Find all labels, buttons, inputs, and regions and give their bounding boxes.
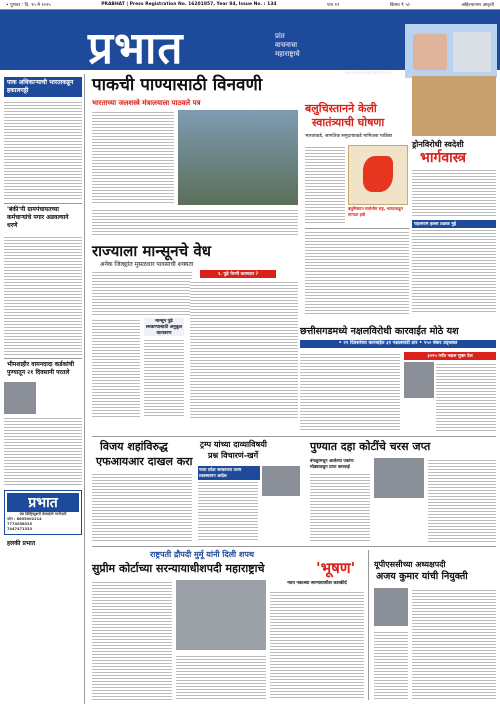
upsc-headline-2: अजय कुमार यांची नियुक्ती [376,571,468,582]
vijay-story-text [92,472,192,542]
masthead [0,10,500,75]
pune-box-label: बंगळूरमधून आलेल्या एकांना मोठ्याकडून प्राप्त कारवाई [310,459,354,470]
lead-headline: पाकची पाण्यासाठी विनवणी [92,75,263,95]
ajay-kumar-photo [374,588,408,626]
distribution-ad-text: प्रेस डिस्ट्रिब्युशनी फ्रेंचाईजी भागीदारी [19,512,67,516]
naxal-story-text [300,352,400,432]
gavai-box-head: न्याय नकाश्र्या सरन्यायाधीश कारकीर्द [287,581,347,586]
website-url: www.dainikprabhat.com [345,70,394,75]
sidebar-story-3-text [4,416,82,486]
baluch-headline-2: स्वातंत्र्याची घोषणा [312,116,385,129]
registration-info: PRABHAT | Press Registration No. 16201857, Year 84, Issue No. : 134 [101,2,277,7]
gavai-story-text [92,580,172,700]
gavai-top-line: राष्ट्रपती द्रौपदी मुर्मू यांनी दिली शपथ [150,550,255,559]
issue-date: • पुणतर : दि. १५ मे २०२५ [6,2,51,8]
rule-baluch [305,228,409,229]
price: किंमत ₹ ५/- [389,2,411,8]
rule-row-4 [92,546,496,547]
pune-story-text-2 [428,458,496,542]
tagline-line-2: वाचनाचा [275,41,298,49]
vijay-headline-2: एफआयआर दाखल करा [96,455,193,468]
distribution-ad [4,490,82,535]
distribution-phone-1: फोन : 8605002214 [7,517,42,521]
edition-name: अहिल्यानगर आवृत्ती [461,2,494,8]
naxal-box-head: ३०२५ पर्यंत नक्षल मुक्त देश [404,352,496,360]
gavai-headline-1: सुप्रीम कोर्टाच्या सरन्यायाधीशपदी महाराष्ट्राचे [92,562,265,575]
left-sidebar [4,74,82,704]
sidebar-headline-2: 'बंकी'पी ग्रामपंचायतच्या कर्मचाऱ्यांचे पगार अडवल्याने धरणे [4,203,82,232]
baluch-box-label: बलुचिस्तान सार्वभौम राष्ट्र, भारताकडून मान्यता हवी [348,206,403,217]
monsoon-column-3 [190,280,298,420]
rule-upsc [368,550,369,700]
pune-photo [374,458,424,498]
baluch-headline-1: बलुचिस्तानने केली [305,102,377,115]
vijay-headline-1: विजय शहांविरुद्ध [100,440,168,453]
oath-ceremony-photo [176,580,266,650]
drone-headline-1: ड्रोनविरोधी स्वदेशी [412,140,464,149]
pune-headline: पुण्यात दहा कोटींचे चरस जप्त [310,440,431,453]
sidebar-story-1-text [4,100,82,200]
lead-story-text-2 [92,208,298,236]
tagline-line-1: प्रांत [275,32,285,40]
upsc-story-text-2 [374,630,408,700]
amit-shah-photo [404,362,434,398]
masthead-tagline [275,32,300,59]
page-number: पान १२ [327,2,340,8]
sidebar-portrait [4,382,36,414]
distribution-phone-2: 7774058025 [7,522,33,526]
monsoon-story-text [92,270,192,315]
baluch-subhead: भारताकडे, जागतिक समुदायाकडे मागितला पाठिंबा [305,134,393,139]
tagline-line-3: महाराष्ट्राचे [275,50,300,58]
distribution-ad-logo: प्रभात [7,493,79,512]
kharge-photo [262,466,300,496]
naxal-area-text [305,230,409,316]
gavai-box-text [270,590,364,700]
naxal-headline: छत्तीसगडमध्ये नक्षलविरोधी कारवाईत मोठे यश [300,326,459,337]
sidebar-headline-3: भीमशाहीर वामनदादा कर्डकांची पुण्यातून २१ दिवसानी परतले [4,358,82,379]
lead-story-text [92,110,174,205]
sidebar-headline-1: पाक अधिकाऱ्याची भारताकडून हकालपट्टी [4,77,82,97]
monsoon-side-box-text [144,338,184,418]
newspaper-logo: प्रभात [88,23,184,74]
pune-story-text [310,472,370,542]
drone-photo [412,76,496,136]
monsoon-column-1 [92,318,140,418]
upsc-story-text [412,588,496,700]
masthead-ad-image [405,24,497,78]
naxal-subhead-bar: • २१ दिवसांच्या कारवाईत ३१ नक्षलवादी ठार • १५० बंकर उद्ध्वस्त [300,340,496,348]
dam-photo [178,110,298,205]
monsoon-headline: राज्याला मान्सूनचे वेध [92,242,211,260]
trump-headline-2: प्रश्न विचारणं-खर्गे [208,451,259,460]
drone-side-box-head: पहलगाम हल्ला ठळक मुद्दे [412,220,496,228]
trump-headline-1: ट्रम्प यांच्या दाव्याविषयी [200,440,267,449]
drone-story-text [412,168,496,218]
monsoon-subhead: अनेक जिल्ह्यांत मुसळधार पावसाची शक्यता [100,261,194,268]
question-box-head: १. पुढे पेरणी करायला ? [200,270,276,278]
sidebar-bottom-head: हलकी प्रभात [4,538,82,550]
trump-box-label: नव्या प्रदेश सरकारला उत्तम व्यवस्थापन आदेश [198,466,260,480]
upsc-headline-1: यूपीएससीच्या अध्यक्षपदी [374,560,446,569]
monsoon-side-box: मान्सून पुढे सरकण्यासाठी अनुकूल वातावरण [145,319,183,336]
drone-headline-2: भार्गवास्त्र [420,150,466,166]
trump-story-text [198,480,258,542]
lead-subhead: भारताच्या जलशस्त्रे मंत्रालयाला पाठवले पत्र [92,99,201,107]
gavai-headline-2: 'भूषण' [316,559,356,577]
sidebar-story-2-text [4,235,82,355]
rule-row-3 [92,436,496,437]
drone-side-box-text [412,228,496,313]
baluchistan-map [348,145,408,205]
top-info-strip [0,0,500,10]
gavai-story-text-2 [176,654,266,700]
naxal-box-text [436,362,496,432]
baluch-story-text [305,145,345,225]
distribution-phone-3: 7447471333 [7,527,33,531]
column-rule [84,74,85,704]
